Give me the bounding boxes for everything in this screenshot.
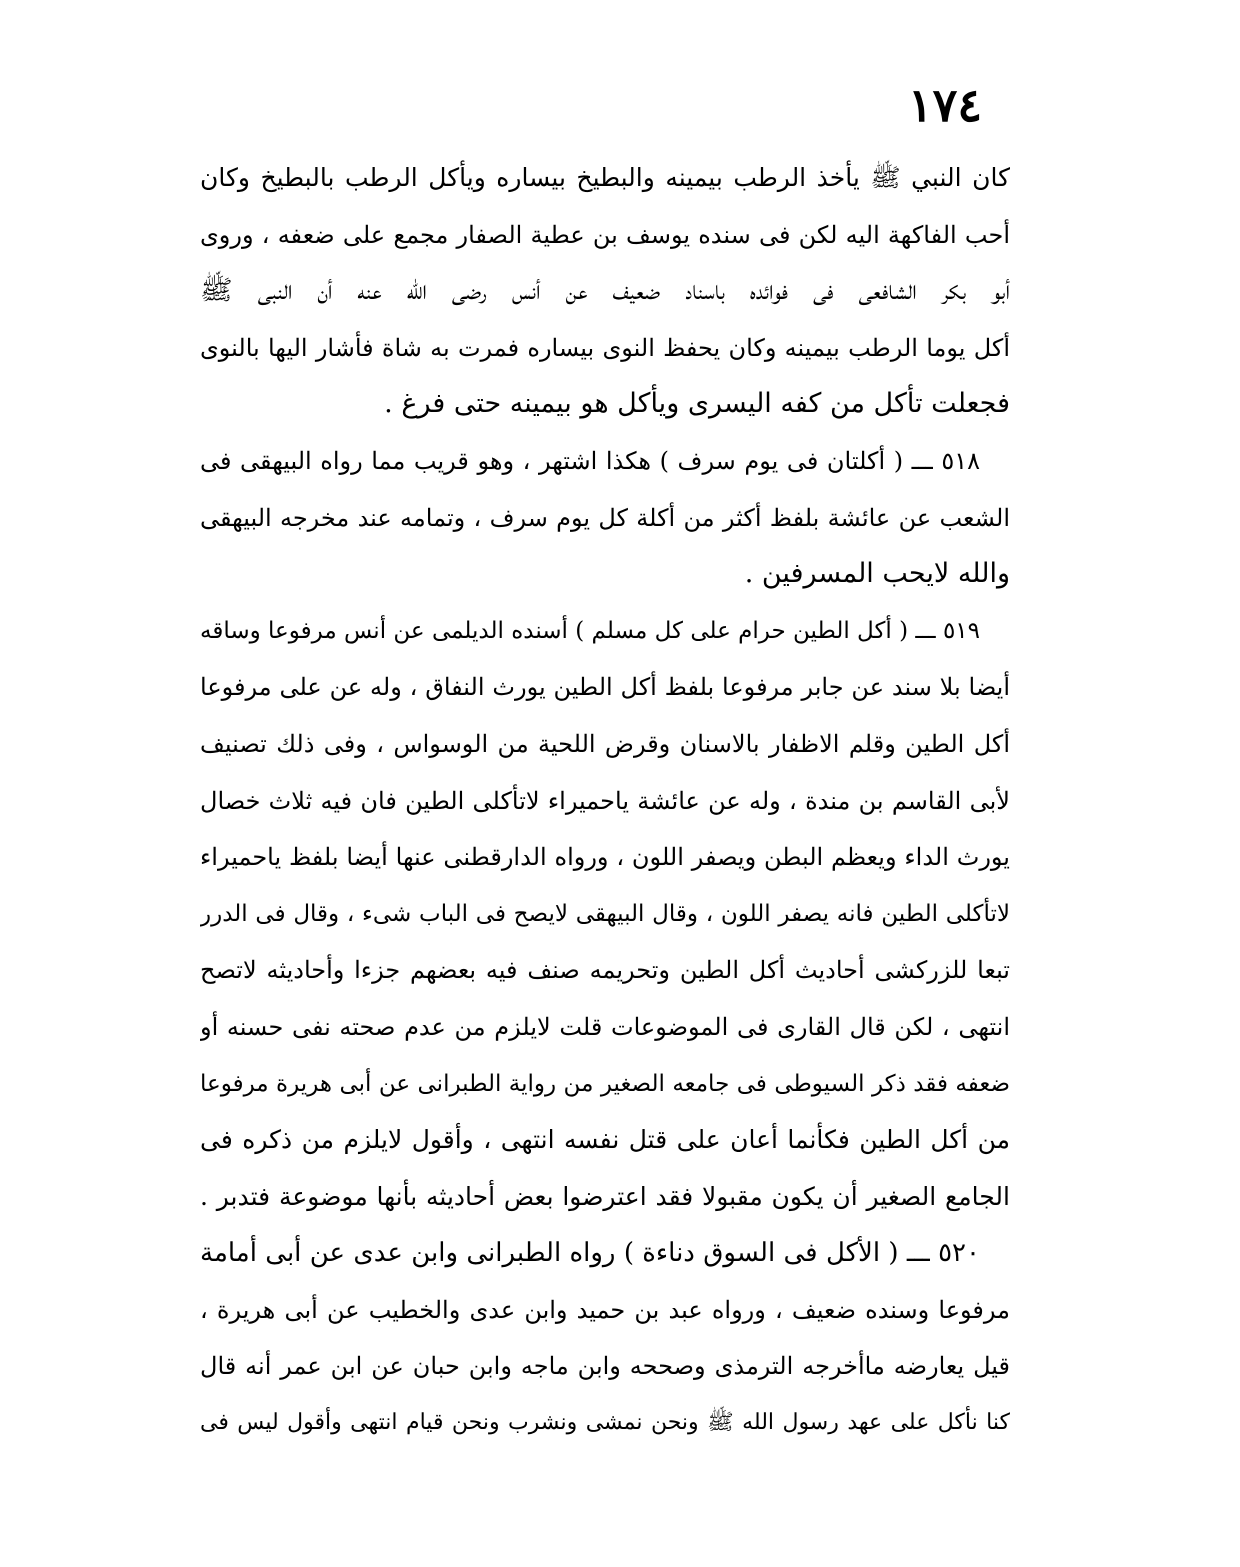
text-line: الشعب عن عائشة بلفظ أكثر من أكلة كل يوم سرف ، وتمامه عند مخرجه البيهقى: [200, 503, 1010, 532]
text-line: لاتأكلى الطين فانه يصفر اللون ، وقال البيهقى لايصح فى الباب شىء ، وقال فى الدرر: [200, 900, 1010, 927]
text-line: أيضا بلا سند عن جابر مرفوعا بلفظ أكل الطين يورث النفاق ، وله عن على مرفوعا: [200, 673, 1010, 702]
text-line: أبو بكر الشافعى فى فوائده باسناد ضعيف عن أنس رضى الله عنه أن النبى ﷺ: [200, 275, 1010, 307]
text-line: والله لايحب المسرفين .: [744, 558, 1010, 590]
text-line: كان النبي ﷺ يأخذ الرطب بيمينه والبطيخ بيساره ويأكل الرطب بالبطيخ وكان: [200, 163, 1010, 192]
text-line: من أكل الطين فكأنما أعان على قتل نفسه انتهى ، وأقول لايلزم من ذكره فى: [200, 1125, 1010, 1155]
text-line: انتهى ، لكن قال القارى فى الموضوعات قلت لايلزم من عدم صحته نفى حسنه أو: [200, 1012, 1010, 1041]
text-line: أكل يوما الرطب بيمينه وكان يحفظ النوى بيساره فمرت به شاة فأشار اليها بالنوى: [200, 333, 1010, 362]
text-line: ٥١٩ ـــ ( أكل الطين حرام على كل مسلم ) أسنده الديلمى عن أنس مرفوعا وساقه: [200, 617, 980, 644]
text-body: [200, 150, 1010, 1452]
text-line: ضعفه فقد ذكر السيوطى فى جامعه الصغير من رواية الطبرانى عن أبى هريرة مرفوعا: [200, 1070, 1010, 1097]
text-line: مرفوعا وسنده ضعيف ، ورواه عبد بن حميد وابن عدى والخطيب عن أبى هريرة ،: [200, 1295, 1010, 1324]
text-line: أحب الفاكهة اليه لكن فى سنده يوسف بن عطية الصفار مجمع على ضعفه ، وروى: [200, 220, 1010, 249]
page-number: ١٧٤: [907, 78, 983, 132]
text-line: فجعلت تأكل من كفه اليسرى ويأكل هو بيمينه حتى فرغ .: [384, 388, 1010, 420]
text-line: لأبى القاسم بن مندة ، وله عن عائشة ياحميراء لاتأكلى الطين فان فيه ثلاث خصال: [200, 786, 1010, 815]
text-line: أكل الطين وقلم الاظفار بالاسنان وقرض اللحية من الوسواس ، وفى ذلك تصنيف: [200, 729, 1010, 758]
text-line: يورث الداء ويعظم البطن ويصفر اللون ، ورواه الدارقطنى عنها أيضا بلفظ ياحميراء: [200, 843, 1010, 872]
text-line: تبعا للزركشى أحاديث أكل الطين وتحريمه صنف فيه بعضهم جزءا وأحاديثه لاتصح: [200, 956, 1010, 985]
text-line: الجامع الصغير أن يكون مقبولا فقد اعترضوا بعض أحاديثه بأنها موضوعة فتدبر .: [200, 1181, 1010, 1211]
text-line: ٥١٨ ـــ ( أكلتان فى يوم سرف ) هكذا اشتهر ، وهو قريب مما رواه البيهقى فى: [200, 446, 980, 475]
text-line: ٥٢٠ ـــ ( الأكل فى السوق دناءة ) رواه الطبرانى وابن عدى عن أبى أمامة: [200, 1238, 980, 1269]
text-line: كنا نأكل على عهد رسول الله ﷺ ونحن نمشى ونشرب ونحن قيام انتهى وأقول ليس فى: [200, 1410, 1010, 1436]
text-line: قيل يعارضه ماأخرجه الترمذى وصححه وابن ماجه وابن حبان عن ابن عمر أنه قال: [200, 1352, 1010, 1381]
